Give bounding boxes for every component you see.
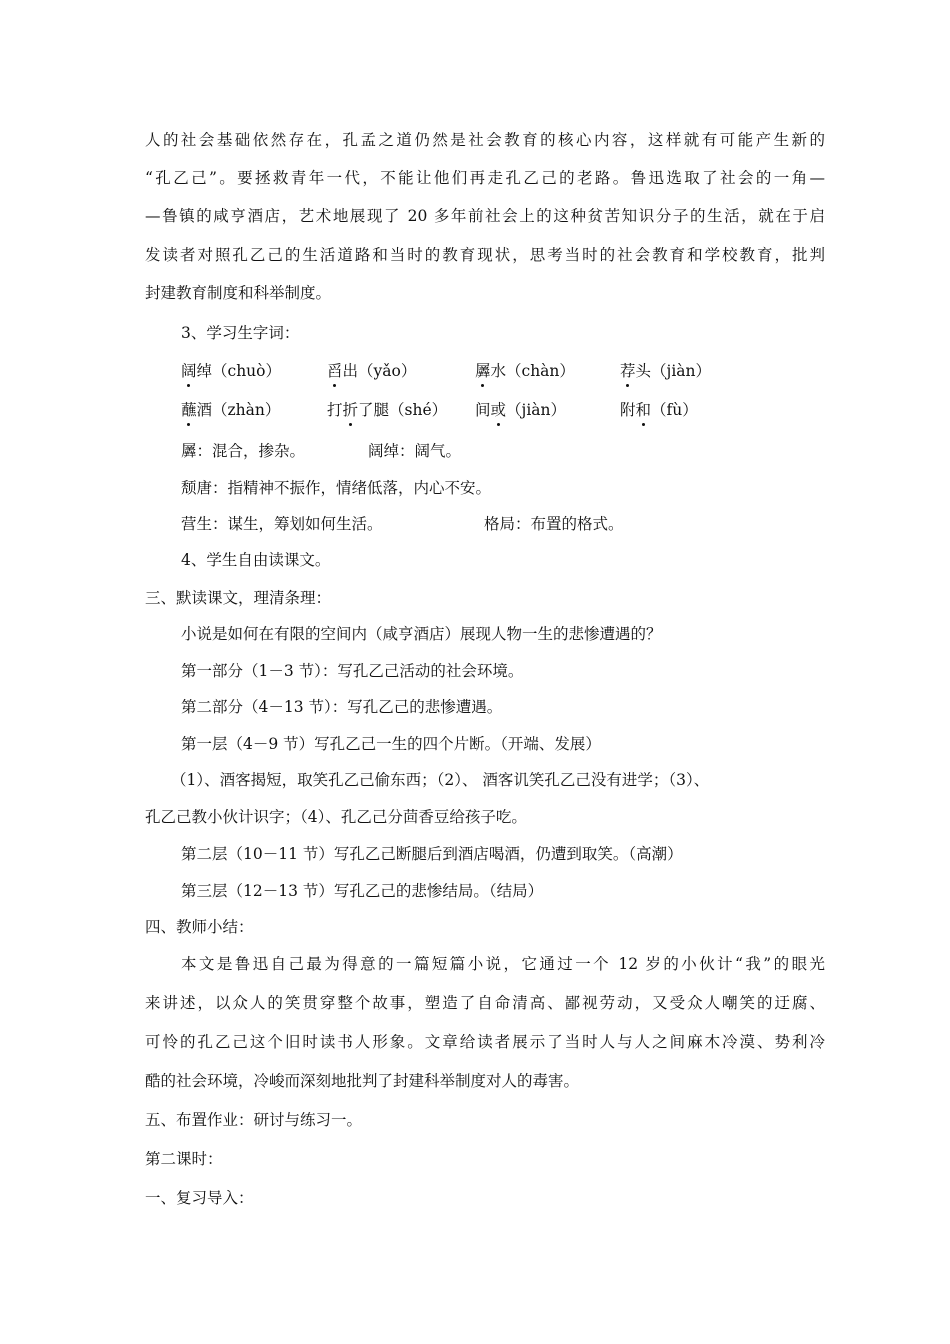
section5-line: 五、布置作业：研讨与练习一。	[145, 1111, 363, 1129]
section4-paragraph-line-3: 可怜的孔乙己这个旧时读书人形象。文章给读者展示了当时人与人之间麻木冷漠、势利冷	[145, 1033, 825, 1051]
vocab-item: 舀出（yǎo）	[327, 362, 417, 380]
section3-layer3: 第三层（12－13 节）写孔乙己的悲惨结局。（结局）	[181, 882, 544, 900]
review-heading: 一、复习导入：	[145, 1189, 254, 1207]
vocab-item: 蘸酒（zhàn）	[181, 401, 281, 419]
section4-paragraph-line-2: 来讲述，以众人的笑贯穿整个故事，塑造了自命清高、鄙视劳动，又受众人嘲笑的迂腐、	[145, 994, 825, 1012]
section4-paragraph-line-1: 本文是鲁迅自己最为得意的一篇短篇小说，它通过一个 12 岁的小伙计“我”的眼光	[181, 955, 825, 973]
section3-layer2: 第二层（10－11 节）写孔乙己断腿后到酒店喝酒，仍遭到取笑。（高潮）	[181, 845, 683, 863]
definition-tuitang: 颓唐：指精神不振作，情绪低落，内心不安。	[181, 479, 492, 497]
section3-heading: 三、默读课文，理清条理：	[145, 589, 332, 607]
section4-heading: 四、教师小结：	[145, 918, 254, 936]
definition-yingsheng: 营生：谋生，筹划如何生活。	[181, 515, 383, 533]
definition-kuochuo: 阔绰：阔气。	[368, 442, 462, 460]
intro-line-5: 封建教育制度和科举制度。	[145, 284, 332, 302]
vocab-item: 附和（fù）	[620, 401, 698, 419]
step3-heading: 3、学习生字词：	[181, 324, 300, 342]
vocab-item: 打折了腿（shé）	[327, 401, 448, 419]
definition-chan: 羼：混合，掺杂。	[181, 442, 306, 460]
section3-part1: 第一部分（1－3 节）：写孔乙己活动的社会环境。	[181, 662, 524, 680]
lesson2-heading: 第二课时：	[145, 1150, 223, 1168]
vocab-item: 羼水（chàn）	[475, 362, 575, 380]
section3-part2: 第二部分（4－13 节）：写孔乙己的悲惨遭遇。	[181, 698, 503, 716]
vocab-item: 荐头（jiàn）	[620, 362, 712, 380]
section4-paragraph-line-4: 酷的社会环境，冷峻而深刻地批判了封建科举制度对人的毒害。	[145, 1072, 580, 1090]
section3-layer1: 第一层（4－9 节）写孔乙己一生的四个片断。（开端、发展）	[181, 735, 601, 753]
vocab-item: 间或（jiàn）	[475, 401, 567, 419]
section3-question: 小说是如何在有限的空间内（咸亨酒店）展现人物一生的悲惨遭遇的？	[181, 625, 662, 643]
intro-line-2: “孔乙己”。要拯救青年一代，不能让他们再走孔乙己的老路。鲁迅选取了社会的一角—	[145, 169, 825, 187]
intro-line-1: 人的社会基础依然存在，孔孟之道仍然是社会教育的核心内容，这样就有可能产生新的	[145, 131, 825, 149]
intro-line-4: 发读者对照孔乙己的生活道路和当时的教育现状，思考当时的社会教育和学校教育，批判	[145, 246, 825, 264]
section3-fragments-b: 孔乙己教小伙计识字；（4）、孔乙己分茴香豆给孩子吃。	[145, 808, 527, 826]
definition-geju: 格局：布置的格式。	[484, 515, 624, 533]
vocab-item: 阔绰（chuò）	[181, 362, 281, 380]
section3-fragments-a: （1）、酒客揭短，取笑孔乙己偷东西；（2）、 酒客讥笑孔乙己没有进学；（3）、	[171, 771, 710, 789]
step4-line: 4、学生自由读课文。	[181, 551, 331, 569]
intro-line-3: —鲁镇的咸亨酒店，艺术地展现了 20 多年前社会上的这种贫苦知识分子的生活，就在于启	[145, 207, 825, 225]
